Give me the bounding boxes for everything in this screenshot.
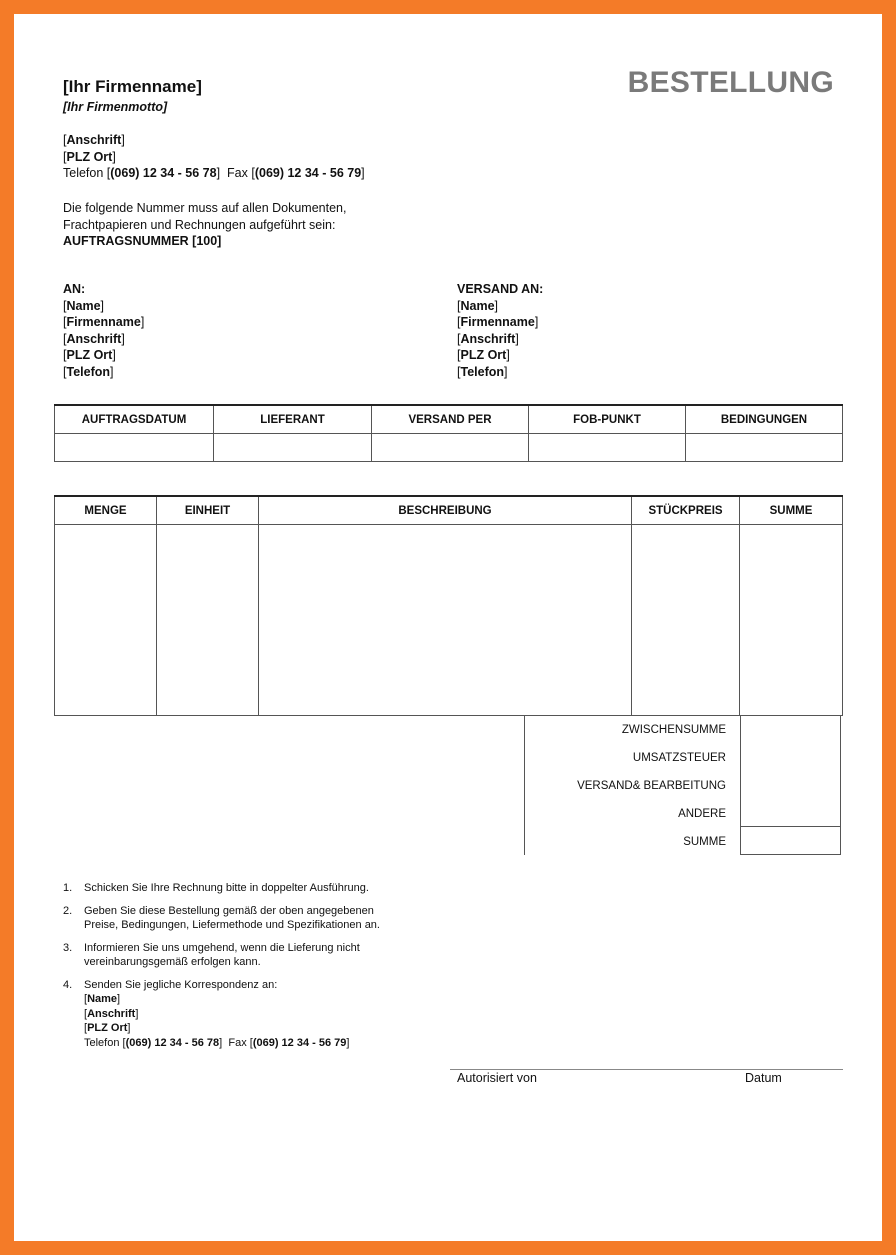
ship-to-line: [Telefon] <box>457 364 508 379</box>
signature-line <box>450 1069 843 1070</box>
header-unit: EINHEIT <box>157 496 259 525</box>
company-name: [Ihr Firmenname] <box>63 77 202 96</box>
instruction-item: 1. Schicken Sie Ihre Rechnung bitte in doppelter Ausführung. <box>63 882 369 894</box>
description-cell[interactable] <box>259 525 632 716</box>
ship-to-block <box>457 281 543 380</box>
ship-via-cell[interactable] <box>372 434 529 462</box>
fob-point-cell[interactable] <box>529 434 686 462</box>
instructions-list <box>63 881 483 1058</box>
authorized-by-label: Autorisiert von <box>457 1071 537 1085</box>
instruction-item: 4. Senden Sie jegliche Korrespondenz an: [Name] [Anschrift] [PLZ Ort] Telefon [(069) 12 34 - 56 78] Fax [(069) 12 34 - 56 79] <box>63 978 350 1049</box>
grand-total-label: SUMME <box>683 836 726 848</box>
header-description: BESCHREIBUNG <box>259 496 632 525</box>
header-quantity: MENGE <box>55 496 157 525</box>
recipient-line: [Firmenname] <box>63 315 145 329</box>
totals-labels <box>534 716 726 856</box>
header-terms: BEDINGUNGEN <box>686 405 843 434</box>
supplier-cell[interactable] <box>214 434 372 462</box>
sender-contact: Telefon [(069) 12 34 - 56 78] Fax [(069) 12 34 - 56 79] <box>63 166 365 180</box>
header-total: SUMME <box>740 496 843 525</box>
instruction-item: 2. Geben Sie diese Bestellung gemäß der oben angegebenen Preise, Bedingungen, Liefermethode und Spezifikationen an. <box>63 904 380 931</box>
totals-divider <box>524 716 525 855</box>
ship-to-line: [Anschrift] <box>457 331 519 346</box>
terms-cell[interactable] <box>686 434 843 462</box>
quantity-cell[interactable] <box>55 525 157 716</box>
shipping-label: VERSAND& BEARBEITUNG <box>577 780 726 792</box>
order-date-cell[interactable] <box>55 434 214 462</box>
header-ship-via: VERSAND PER <box>372 405 529 434</box>
sender-city: [PLZ Ort] <box>63 149 116 164</box>
totals-value-box[interactable] <box>740 716 841 855</box>
unit-cell[interactable] <box>157 525 259 716</box>
sender-street: [Anschrift] <box>63 133 125 147</box>
sender-address <box>63 132 365 182</box>
header-supplier: LIEFERANT <box>214 405 372 434</box>
recipient-line: [Name] <box>63 298 105 313</box>
ship-to-line: [Firmenname] <box>457 315 539 329</box>
date-label: Datum <box>745 1071 782 1085</box>
recipient-line: [Anschrift] <box>63 331 125 346</box>
header-order-date: AUFTRAGSDATUM <box>55 405 214 434</box>
recipient-heading: AN: <box>63 282 86 296</box>
ship-to-line: [Name] <box>457 298 499 313</box>
header-fob-point: FOB-PUNKT <box>529 405 686 434</box>
unit-price-cell[interactable] <box>632 525 740 716</box>
items-table <box>54 495 843 716</box>
recipient-line: [Telefon] <box>63 364 114 379</box>
instruction-item: 3. Informieren Sie uns umgehend, wenn die Lieferung nicht vereinbarungsgemäß erfolgen kann. <box>63 941 360 968</box>
company-motto: [Ihr Firmenmotto] <box>63 100 168 114</box>
tax-label: UMSATZSTEUER <box>632 752 726 764</box>
recipient-line: [PLZ Ort] <box>63 348 116 362</box>
totals-separator <box>741 826 840 827</box>
order-info-table <box>54 404 843 462</box>
ship-to-line: [PLZ Ort] <box>457 348 510 362</box>
other-label: ANDERE <box>678 808 726 820</box>
header-unit-price: STÜCKPREIS <box>632 496 740 525</box>
order-number: AUFTRAGSNUMMER [100] <box>63 234 222 248</box>
ship-to-heading: VERSAND AN: <box>457 282 544 296</box>
line-total-cell[interactable] <box>740 525 843 716</box>
order-number-note: Die folgende Nummer muss auf allen Dokumenten, Frachtpapieren und Rechnungen aufgeführt sein: AUFTRAGSNUMMER [100] <box>63 201 347 248</box>
document-title: BESTELLUNG <box>627 66 834 99</box>
subtotal-label: ZWISCHENSUMME <box>621 724 726 736</box>
recipient-block <box>63 281 144 380</box>
